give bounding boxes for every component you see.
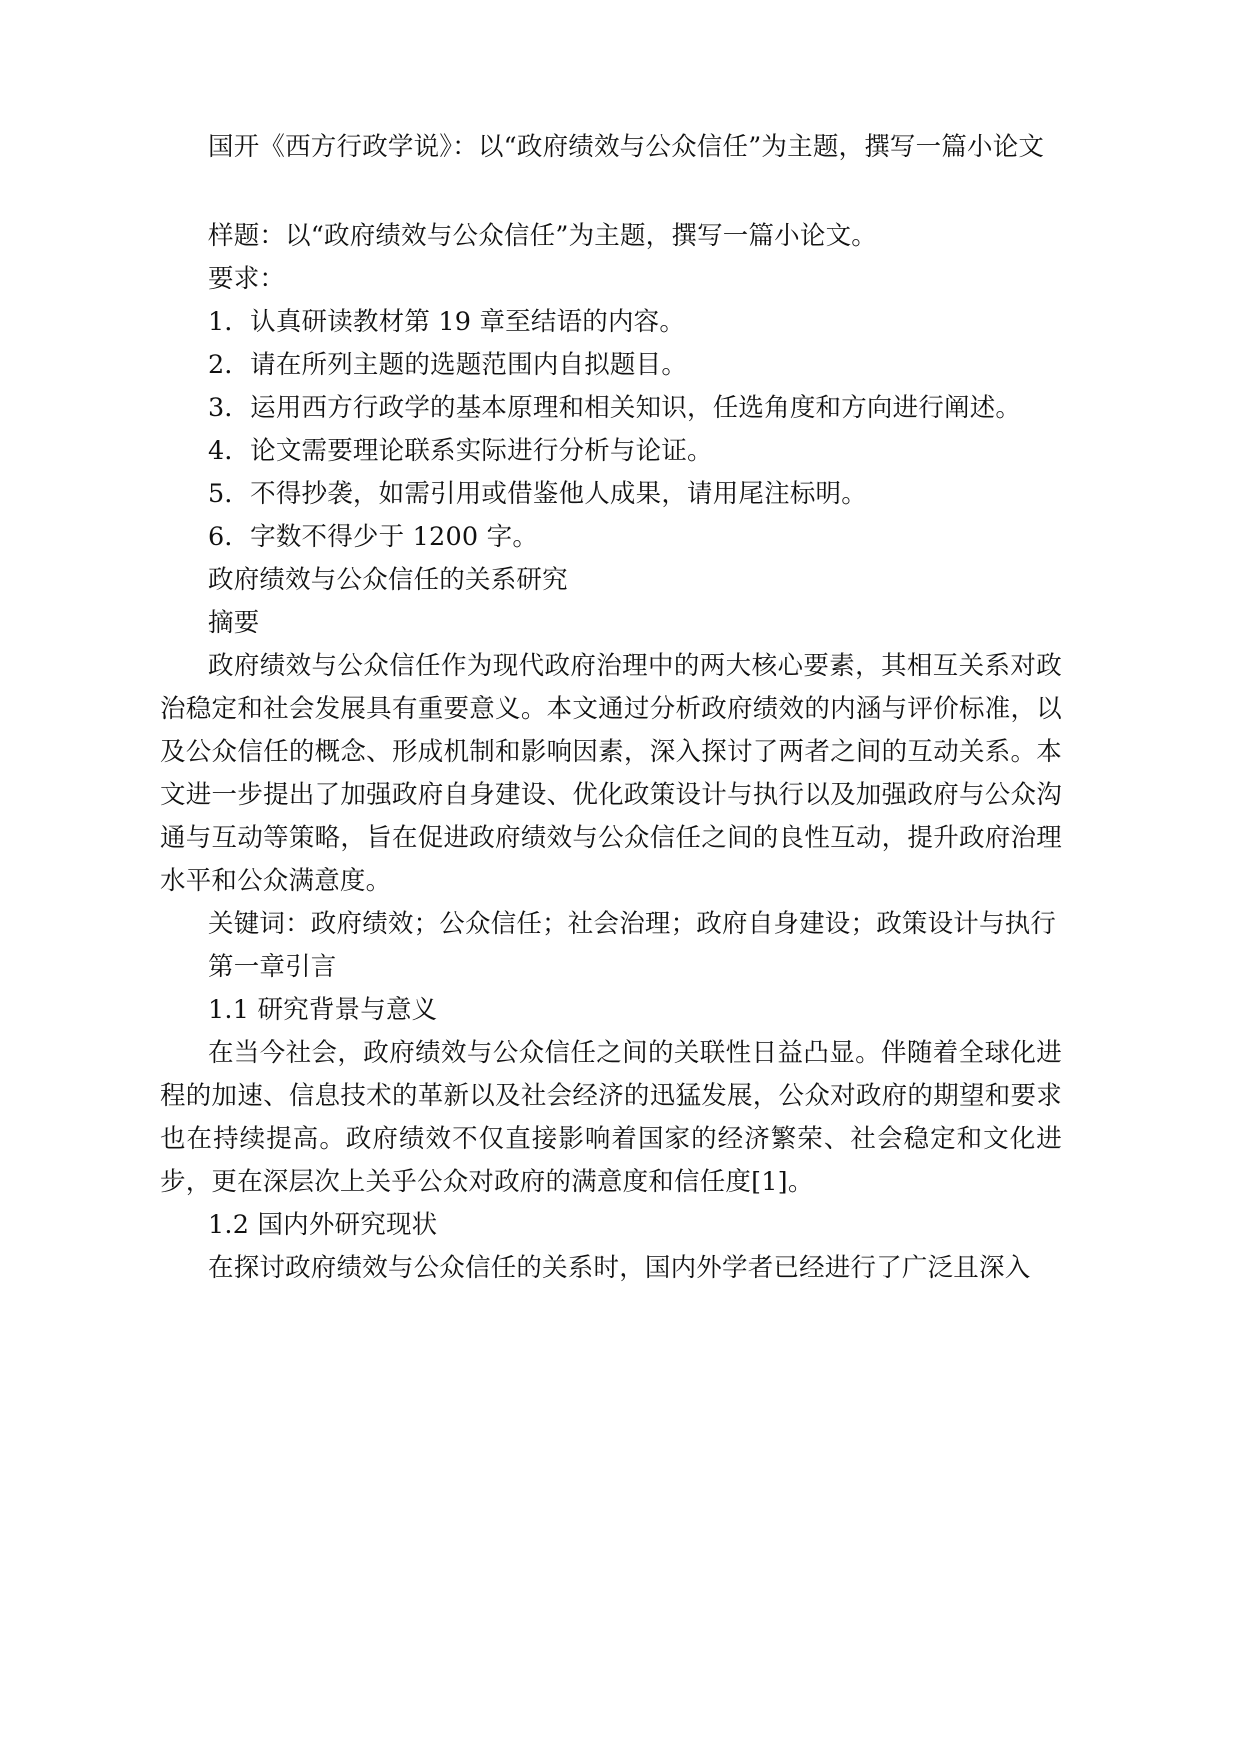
- requirements-label: 要求：: [208, 264, 286, 294]
- page-title: 国开《西方行政学说》：以“政府绩效与公众信任”为主题，撰写一篇小论文: [208, 132, 1045, 162]
- requirement-item: 4．论文需要理论联系实际进行分析与论证。: [208, 436, 713, 466]
- sample-question-line: 样题：以“政府绩效与公众信任”为主题，撰写一篇小论文。: [208, 221, 877, 251]
- abstract-body: 政府绩效与公众信任作为现代政府治理中的两大核心要素，其相互关系对政治稳定和社会发展具有重要意义。本文通过分析政府绩效的内涵与评价标准，以及公众信任的概念、形成机制和影响因素，深入探讨了两者之间的互动关系。本文进一步提出了加强政府自身建设、优化政策设计与执行以及加强政府与公众沟通与互动等策略，旨在促进政府绩效与公众信任之间的良性互动，提升政府治理水平和公众满意度。: [160, 651, 1062, 896]
- title-body-spacer: [160, 169, 1062, 215]
- section-heading-1-2: 1.2 国内外研究现状: [208, 1210, 438, 1240]
- document-content: [160, 126, 1062, 1290]
- section-body-1-1: 在当今社会，政府绩效与公众信任之间的关联性日益凸显。伴随着全球化进程的加速、信息技术的革新以及社会经济的迅猛发展，公众对政府的期望和要求也在持续提高。政府绩效不仅直接影响着国家的经济繁荣、社会稳定和文化进步，更在深层次上关乎公众对政府的满意度和信任度[1]。: [160, 1038, 1062, 1197]
- requirements-list: [160, 301, 1062, 559]
- essay-title: 政府绩效与公众信任的关系研究: [208, 565, 568, 595]
- abstract-heading: 摘要: [208, 608, 260, 638]
- requirement-item: 6．字数不得少于 1200 字。: [208, 522, 539, 552]
- requirement-item: 5．不得抄袭，如需引用或借鉴他人成果，请用尾注标明。: [208, 479, 867, 509]
- requirement-item: 3．运用西方行政学的基本原理和相关知识，任选角度和方向进行阐述。: [208, 393, 1022, 423]
- chapter-heading: 第一章引言: [208, 952, 337, 982]
- section-heading-1-1: 1.1 研究背景与意义: [208, 995, 438, 1025]
- keywords-line: 关键词：政府绩效；公众信任；社会治理；政府自身建设；政策设计与执行: [208, 909, 1057, 939]
- requirement-item: 1．认真研读教材第 19 章至结语的内容。: [208, 307, 686, 337]
- section-body-1-2: 在探讨政府绩效与公众信任的关系时，国内外学者已经进行了广泛且深入: [208, 1253, 1031, 1283]
- requirement-item: 2．请在所列主题的选题范围内自拟题目。: [208, 350, 688, 380]
